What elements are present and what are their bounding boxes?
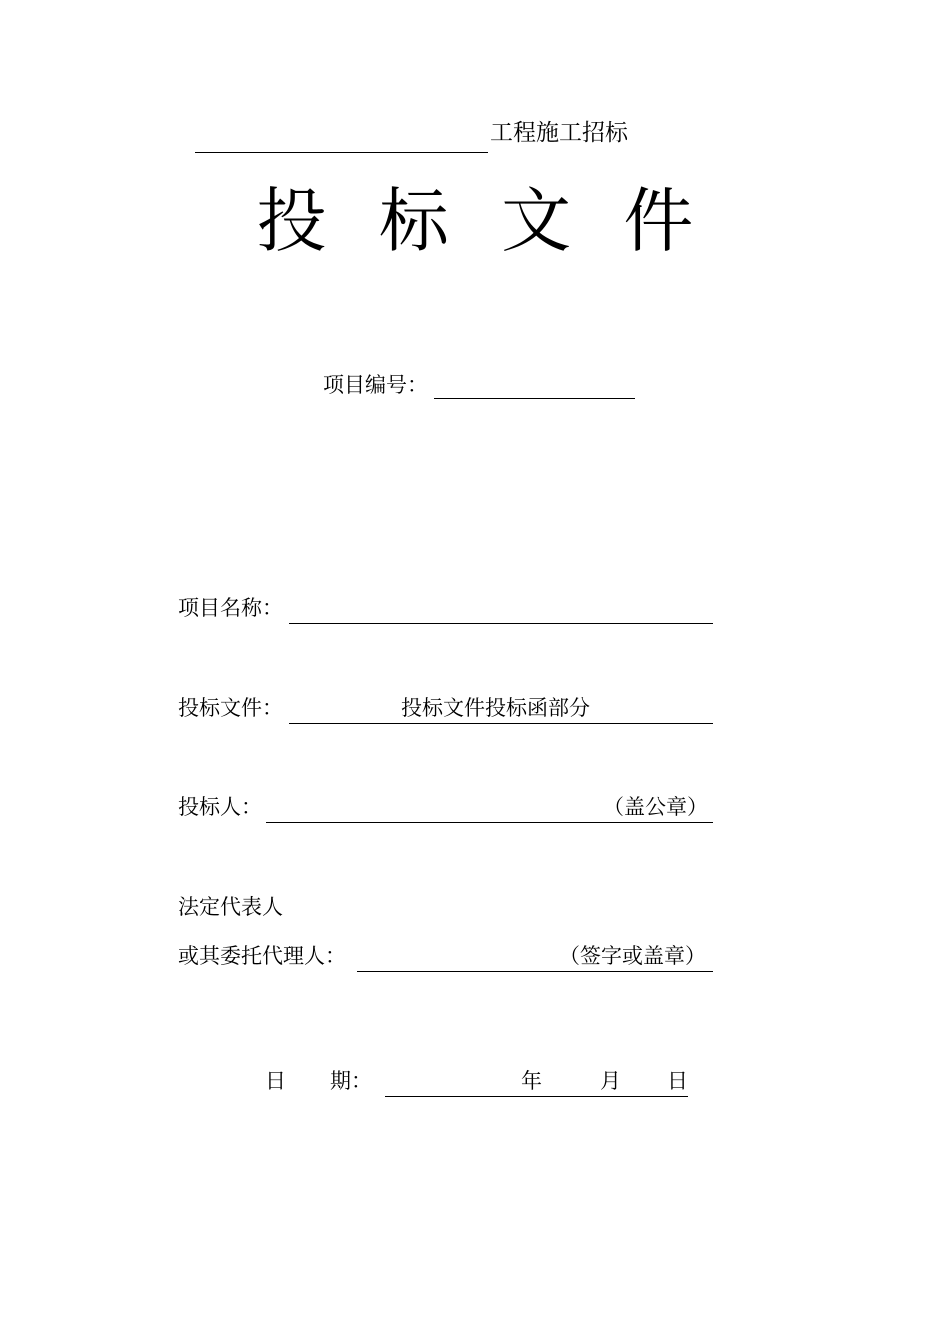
document-title	[0, 180, 950, 262]
project-name-blank-line[interactable]	[289, 623, 713, 624]
bidder-blank-line[interactable]	[266, 822, 713, 823]
project-title-blank-line[interactable]	[195, 152, 488, 153]
bid-document-line[interactable]	[289, 723, 713, 724]
date-day-unit: 日	[667, 1069, 688, 1093]
project-no-label: 项目编号：	[323, 373, 428, 397]
header-subtitle: 工程施工招标	[490, 120, 628, 146]
date-label-day: 日	[265, 1069, 286, 1093]
bid-document-label: 投标文件：	[178, 696, 283, 720]
title-char-2: 标	[378, 180, 449, 262]
date-month-unit: 月	[600, 1069, 621, 1093]
representative-label-line2: 或其委托代理人：	[178, 944, 346, 968]
representative-label-line1: 法定代表人	[178, 895, 283, 919]
title-char-4: 件	[623, 180, 694, 262]
title-char-1: 投	[256, 180, 327, 262]
date-blank-line[interactable]	[385, 1096, 688, 1097]
project-name-label: 项目名称：	[178, 596, 283, 620]
bidder-seal-note: （盖公章）	[603, 795, 708, 819]
project-no-blank-line[interactable]	[434, 398, 635, 399]
representative-blank-line[interactable]	[357, 971, 713, 972]
bidder-label: 投标人：	[178, 795, 262, 819]
representative-sign-note: （签字或盖章）	[559, 944, 706, 968]
date-label-period: 期：	[330, 1069, 372, 1093]
date-year-unit: 年	[521, 1069, 542, 1093]
title-char-3: 文	[501, 180, 572, 262]
bid-document-value: 投标文件投标函部分	[401, 696, 590, 720]
